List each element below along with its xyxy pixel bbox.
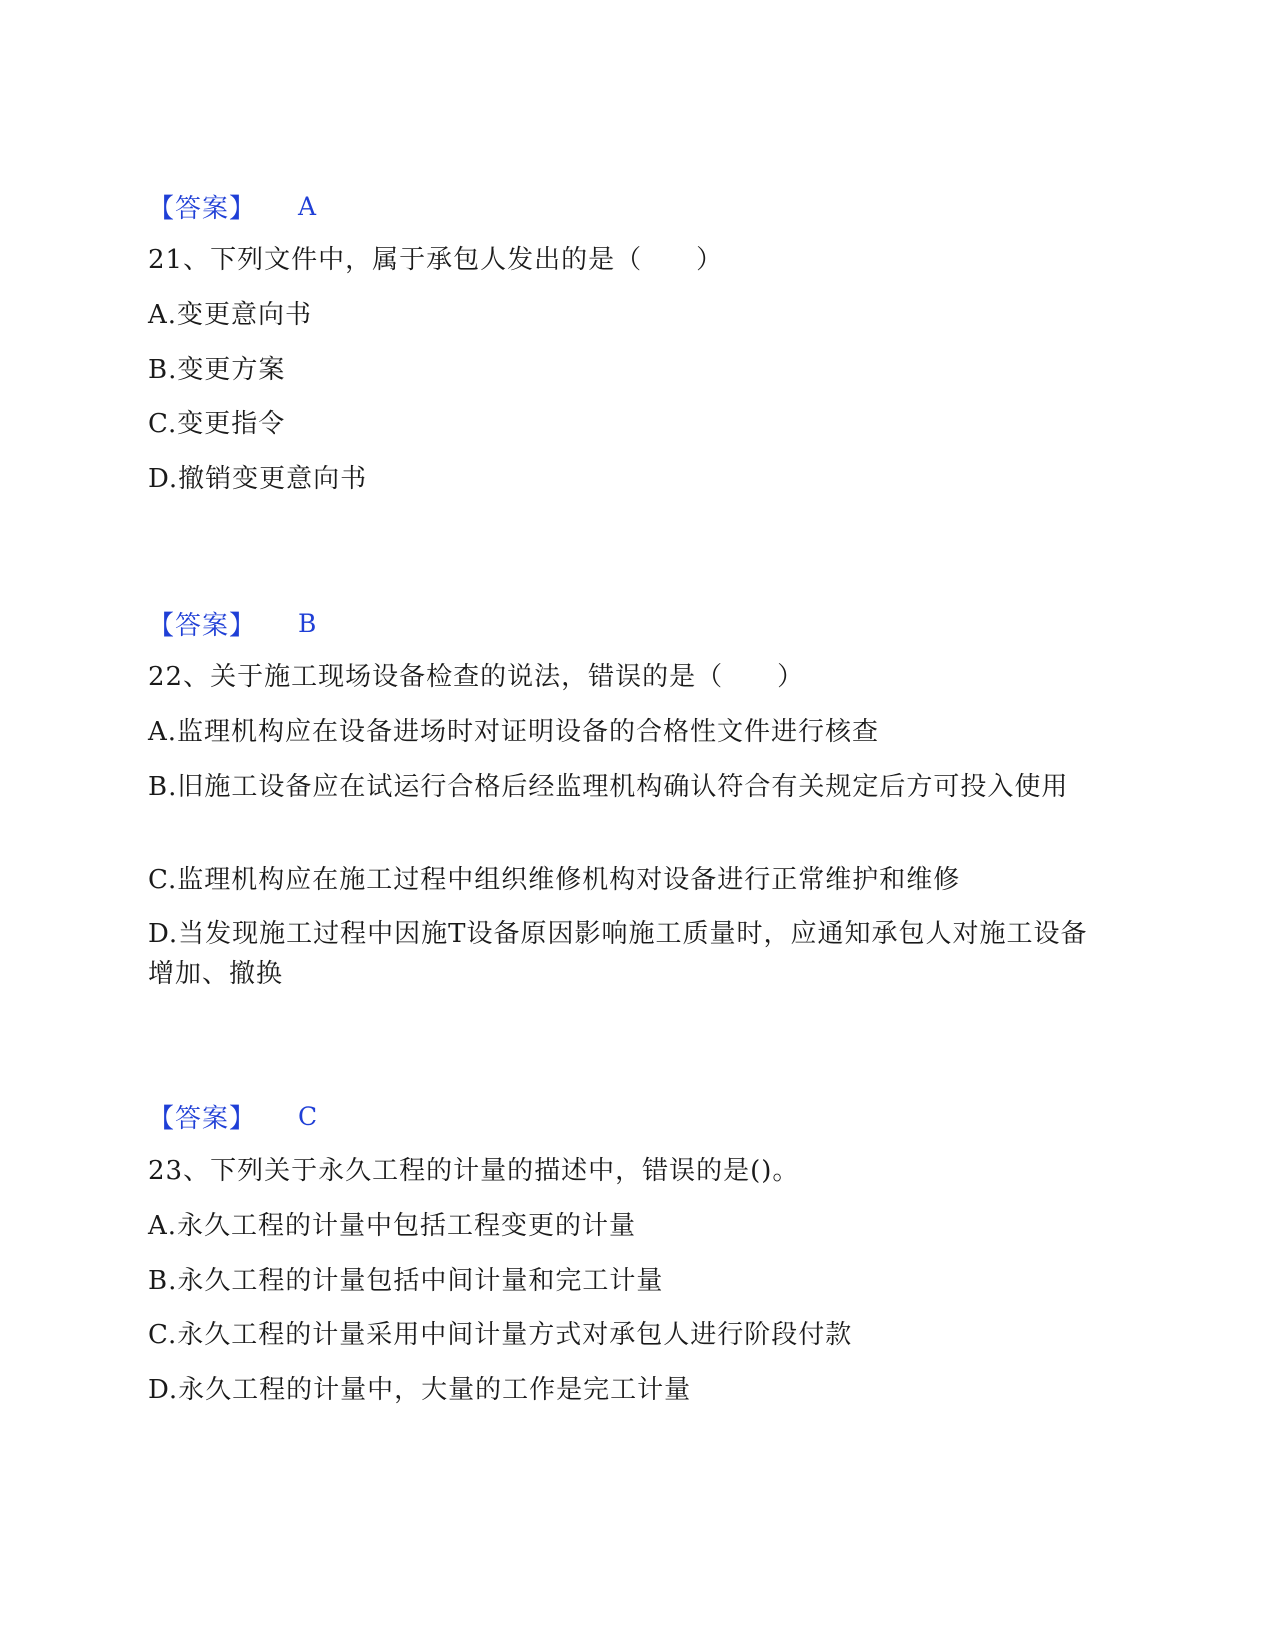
option-a: A.监理机构应在设备进场时对证明设备的合格性文件进行核查 bbox=[148, 717, 880, 747]
option-c: C.变更指令 bbox=[148, 409, 286, 439]
answer-value: B bbox=[298, 608, 317, 638]
question-text: 21、下列文件中，属于承包人发出的是（ ） bbox=[148, 245, 724, 275]
option-c: C.永久工程的计量采用中间计量方式对承包人进行阶段付款 bbox=[148, 1320, 853, 1350]
answer-row bbox=[148, 188, 316, 224]
answer-label: 【答案】 bbox=[148, 193, 257, 224]
answer-label: 【答案】 bbox=[148, 1103, 257, 1134]
option-d: D.当发现施工过程中因施T设备原因影响施工质量时，应通知承包人对施工设备增加、撤换 bbox=[148, 919, 1088, 989]
option-b: B.变更方案 bbox=[148, 355, 286, 385]
answer-label: 【答案】 bbox=[148, 610, 257, 641]
answer-row bbox=[148, 1098, 317, 1134]
option-a: A.变更意向书 bbox=[148, 300, 313, 330]
option-b: B.旧施工设备应在试运行合格后经监理机构确认符合有关规定后方可投入使用 bbox=[148, 772, 1069, 802]
question-text: 22、关于施工现场设备检查的说法，错误的是（ ） bbox=[148, 662, 805, 692]
option-d: D.撤销变更意向书 bbox=[148, 464, 368, 494]
answer-value: C bbox=[298, 1101, 318, 1131]
option-d: D.永久工程的计量中，大量的工作是完工计量 bbox=[148, 1375, 692, 1405]
answer-value: A bbox=[298, 191, 317, 221]
answer-row bbox=[148, 605, 316, 641]
option-a: A.永久工程的计量中包括工程变更的计量 bbox=[148, 1211, 637, 1241]
option-c: C.监理机构应在施工过程中组织维修机构对设备进行正常维护和维修 bbox=[148, 865, 961, 895]
question-text: 23、下列关于永久工程的计量的描述中，错误的是()。 bbox=[148, 1156, 800, 1186]
option-b: B.永久工程的计量包括中间计量和完工计量 bbox=[148, 1266, 664, 1296]
